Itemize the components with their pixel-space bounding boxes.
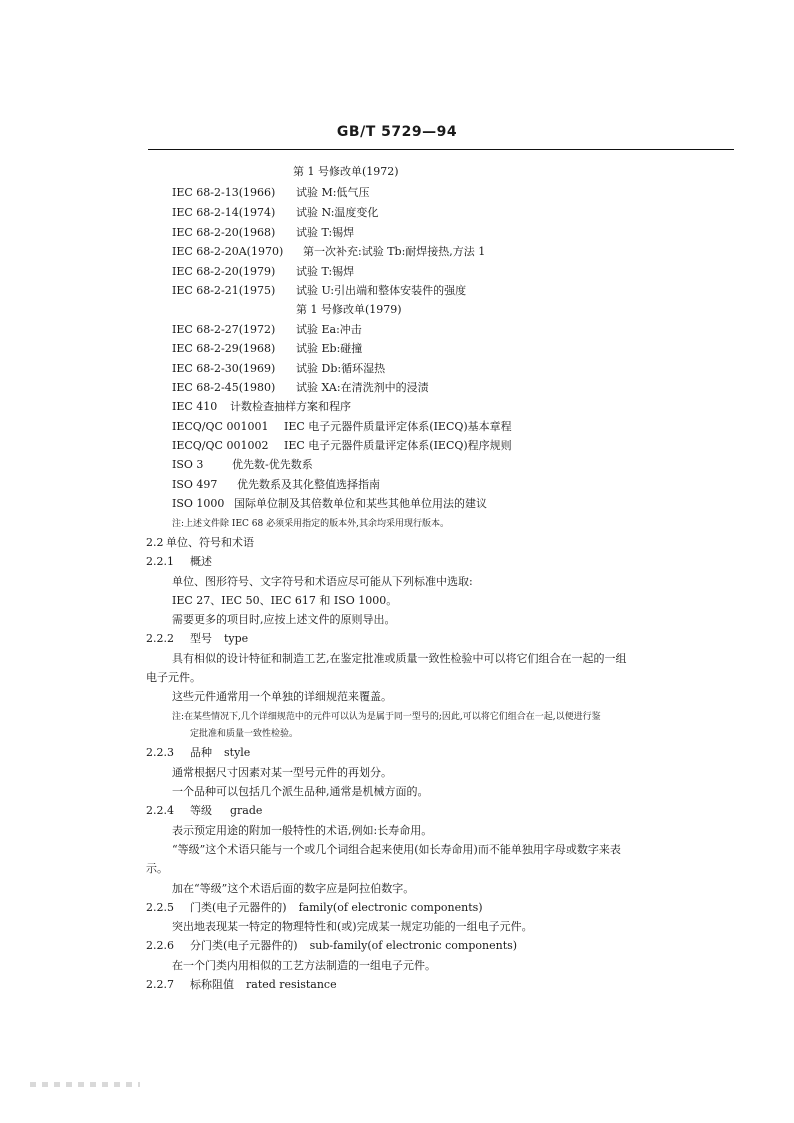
section-heading xyxy=(146,534,254,550)
reference-code: IEC 410 xyxy=(172,400,218,413)
section-heading xyxy=(146,976,337,992)
note-continued: 定批准和质量一致性检验。 xyxy=(190,729,299,739)
section-number: 2.2.6 xyxy=(146,939,174,952)
reference-amendment: 第 1 号修改单(1972) xyxy=(293,165,399,178)
paragraph: IEC 27、IEC 50、IEC 617 和 ISO 1000。 xyxy=(172,594,398,607)
section-heading xyxy=(146,744,250,760)
reference-title: 优先数-优先数系 xyxy=(232,458,313,471)
reference-code: IEC 68-2-27(1972) xyxy=(172,323,276,336)
section-number: 2.2.2 xyxy=(146,632,174,645)
reference-title: 国际单位制及其倍数单位和某些其他单位用法的建议 xyxy=(234,497,487,510)
paragraph: 这些元件通常用一个单独的详细规范来覆盖。 xyxy=(172,690,392,703)
reference-title: 试验 U:引出端和整体安装件的强度 xyxy=(296,284,467,297)
reference-code: IEC 68-2-20(1968) xyxy=(172,226,276,239)
paragraph: 表示预定用途的附加一般特性的术语,例如:长寿命用。 xyxy=(172,824,433,837)
header-rule xyxy=(148,149,734,150)
reference-item xyxy=(172,437,512,453)
section-title: 品种 xyxy=(190,746,212,759)
reference-code: IEC 68-2-13(1966) xyxy=(172,186,276,199)
reference-code: IEC 68-2-30(1969) xyxy=(172,362,276,375)
reference-code: IECQ/QC 001002 xyxy=(172,439,269,452)
reference-item xyxy=(172,224,354,240)
section-title-en: sub-family(of electronic components) xyxy=(309,939,518,952)
reference-item xyxy=(172,282,466,298)
reference-title: 优先数系及其化整值选择指南 xyxy=(237,478,380,491)
section-number: 2.2.1 xyxy=(146,555,174,568)
section-heading xyxy=(146,937,517,953)
section-heading xyxy=(146,630,248,646)
reference-note: 注:上述文件除 IEC 68 必须采用指定的版本外,其余均采用现行版本。 xyxy=(172,519,449,529)
section-title: 门类(电子元器件的) xyxy=(190,901,287,914)
section-heading xyxy=(146,802,262,818)
paragraph-continued: 电子元件。 xyxy=(146,671,201,684)
section-title-en: type xyxy=(224,632,249,645)
reference-code: IEC 68-2-45(1980) xyxy=(172,381,276,394)
section-title: 概述 xyxy=(190,555,212,568)
reference-item xyxy=(172,360,385,376)
reference-title: 试验 T:锡焊 xyxy=(296,226,355,239)
reference-title: 试验 M:低气压 xyxy=(296,186,370,199)
reference-item xyxy=(172,495,487,511)
reference-title: IEC 电子元器件质量评定体系(IECQ)基本章程 xyxy=(284,420,512,433)
reference-item xyxy=(172,379,429,395)
section-heading xyxy=(146,553,212,569)
reference-code: ISO 3 xyxy=(172,458,204,471)
paragraph: 突出地表现某一特定的物理特性和(或)完成某一规定功能的一组电子元件。 xyxy=(172,920,533,933)
reference-title: 试验 Db:循环湿热 xyxy=(296,362,386,375)
reference-title: 试验 Ea:冲击 xyxy=(296,323,362,336)
reference-code: IECQ/QC 001001 xyxy=(172,420,269,433)
paragraph: 通常根据尺寸因素对某一型号元件的再划分。 xyxy=(172,766,392,779)
reference-title: 试验 XA:在清洗剂中的浸渍 xyxy=(296,381,429,394)
reference-code: IEC 68-2-29(1968) xyxy=(172,342,276,355)
section-title-en: family(of electronic components) xyxy=(298,901,483,914)
section-number: 2.2.7 xyxy=(146,978,174,991)
section-number: 2.2.3 xyxy=(146,746,174,759)
document-number-header: GB/T 5729—94 xyxy=(336,124,458,140)
section-number: 2.2.5 xyxy=(146,901,174,914)
section-title: 单位、符号和术语 xyxy=(166,536,254,549)
paragraph: 加在“等级”这个术语后面的数字应是阿拉伯数字。 xyxy=(172,882,415,895)
paragraph-continued: 示。 xyxy=(146,862,168,875)
reference-title: 计数检查抽样方案和程序 xyxy=(230,400,351,413)
reference-item xyxy=(172,243,485,259)
section-title-en: style xyxy=(224,746,251,759)
reference-code: IEC 68-2-21(1975) xyxy=(172,284,276,297)
reference-item xyxy=(172,476,380,492)
reference-code: ISO 497 xyxy=(172,478,218,491)
paragraph: 在一个门类内用相似的工艺方法制造的一组电子元件。 xyxy=(172,959,436,972)
reference-item xyxy=(172,398,351,414)
reference-code: IEC 68-2-20(1979) xyxy=(172,265,276,278)
reference-item xyxy=(172,418,512,434)
scan-artifact xyxy=(30,1082,140,1087)
reference-code: IEC 68-2-20A(1970) xyxy=(172,245,284,258)
reference-title: 试验 N:温度变化 xyxy=(296,206,379,219)
reference-title: 试验 Eb:碰撞 xyxy=(296,342,363,355)
reference-item xyxy=(172,321,362,337)
paragraph: 具有相似的设计特征和制造工艺,在鉴定批准或质量一致性检验中可以将它们组合在一起的一组 xyxy=(172,652,627,665)
section-title: 型号 xyxy=(190,632,212,645)
reference-item xyxy=(172,184,369,200)
paragraph: 需要更多的项目时,应按上述文件的原则导出。 xyxy=(172,613,396,626)
reference-item xyxy=(172,204,378,220)
section-heading xyxy=(146,899,483,915)
reference-title: 第一次补充:试验 Tb:耐焊接热,方法 1 xyxy=(303,245,486,258)
reference-code: ISO 1000 xyxy=(172,497,225,510)
reference-title: IEC 电子元器件质量评定体系(IECQ)程序规则 xyxy=(284,439,512,452)
section-number: 2.2 xyxy=(146,536,164,549)
section-title: 标称阻值 xyxy=(190,978,234,991)
section-title-en: grade xyxy=(230,804,263,817)
reference-amendment: 第 1 号修改单(1979) xyxy=(296,303,402,316)
section-title: 分门类(电子元器件的) xyxy=(190,939,298,952)
section-title-en: rated resistance xyxy=(246,978,337,991)
reference-code: IEC 68-2-14(1974) xyxy=(172,206,276,219)
paragraph: 单位、图形符号、文字符号和术语应尽可能从下列标准中选取: xyxy=(172,575,473,588)
section-number: 2.2.4 xyxy=(146,804,174,817)
reference-item xyxy=(172,340,362,356)
reference-item xyxy=(172,456,313,472)
reference-item xyxy=(172,263,354,279)
note: 注:在某些情况下,几个详细规范中的元件可以认为是属于同一型号的;因此,可以将它们组合在一起,以便进行鉴 xyxy=(172,712,601,722)
paragraph: “等级”这个术语只能与一个或几个词组合起来使用(如长寿命用)而不能单独用字母或数字来表 xyxy=(172,843,621,856)
section-title: 等级 xyxy=(190,804,212,817)
paragraph: 一个品种可以包括几个派生品种,通常是机械方面的。 xyxy=(172,785,429,798)
reference-title: 试验 T:锡焊 xyxy=(296,265,355,278)
